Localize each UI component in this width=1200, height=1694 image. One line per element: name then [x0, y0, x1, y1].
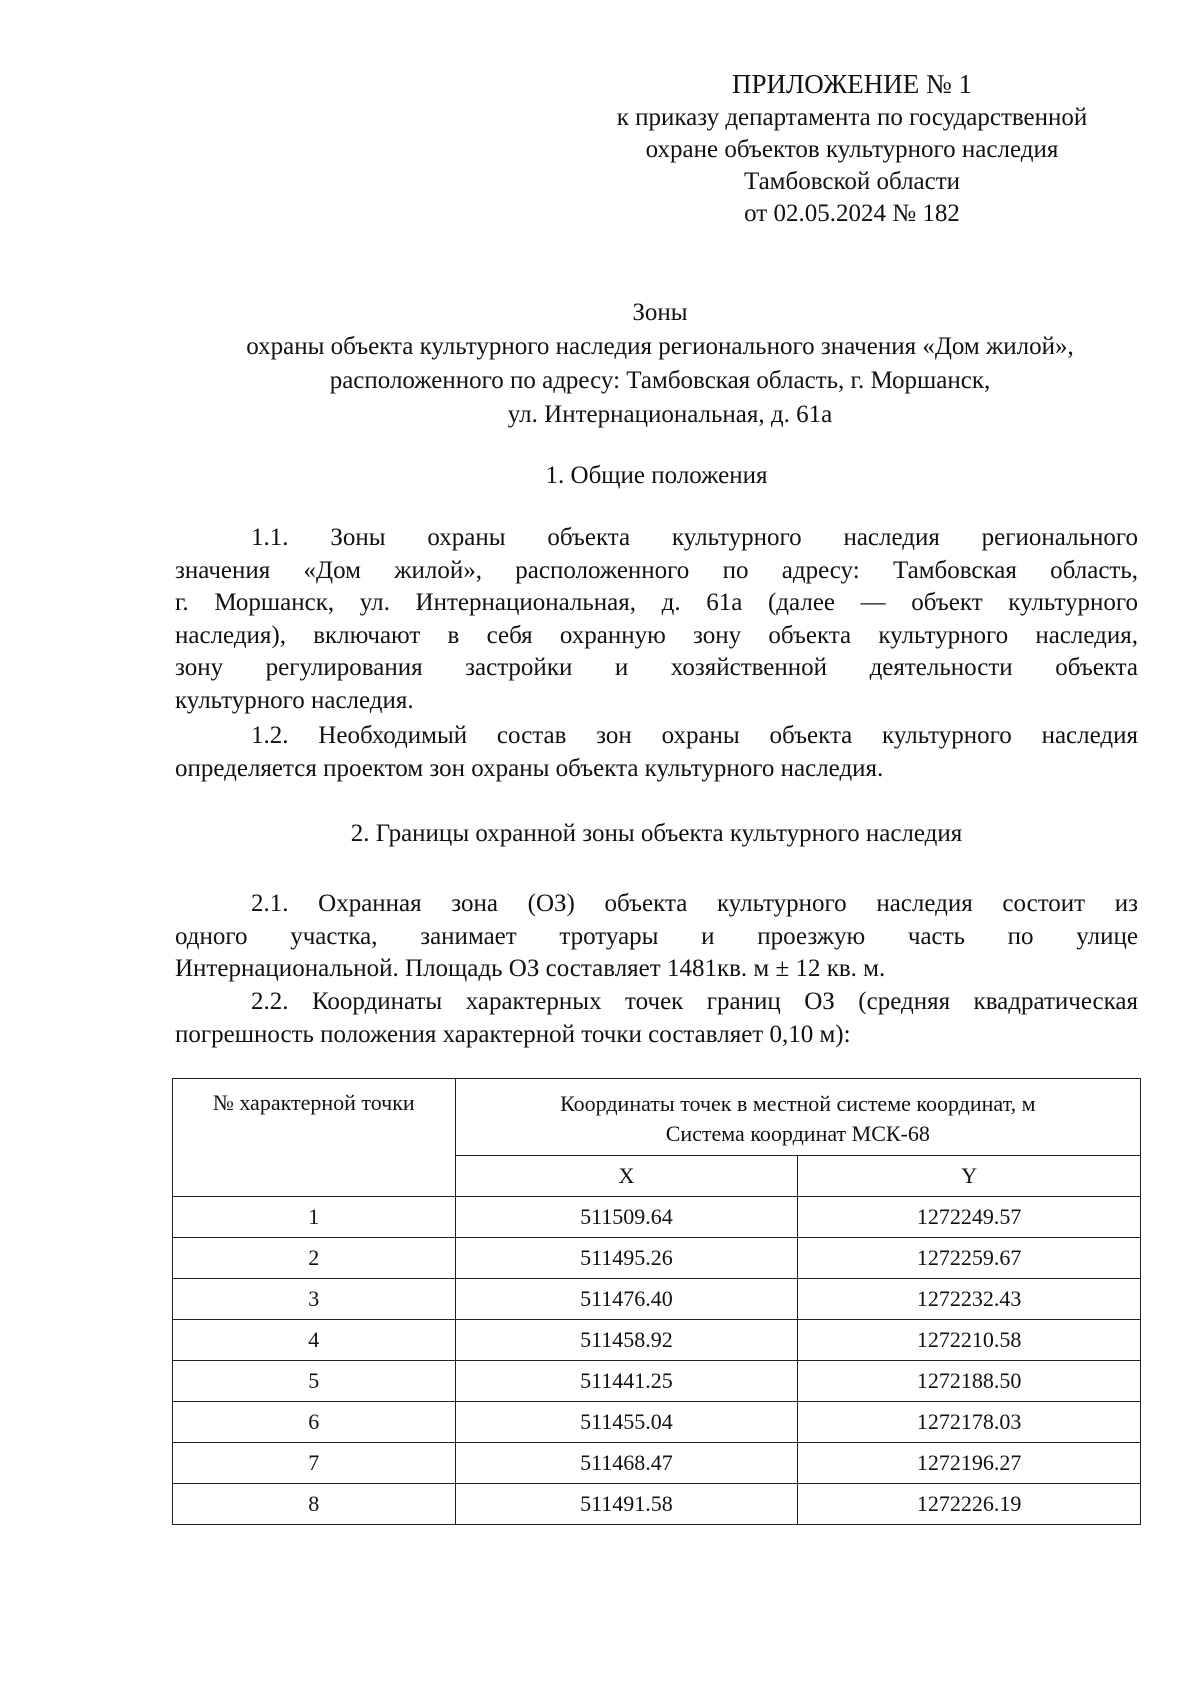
paragraph-line: 2.1. Охранная зона (ОЗ) объекта культурного наследия состоит из: [251, 890, 1138, 917]
paragraph-line: культурного наследия.: [175, 686, 414, 714]
cell-point-number: 6: [173, 1402, 456, 1443]
header-y: Y: [798, 1156, 1141, 1197]
table-row: [173, 1361, 1141, 1402]
cell-point-number: 7: [173, 1443, 456, 1484]
table-row: [173, 1197, 1141, 1238]
cell-x: 511495.26: [455, 1238, 798, 1279]
cell-x: 511509.64: [455, 1197, 798, 1238]
paragraph-line: наследия), включают в себя охранную зону объекта культурного наследия,: [175, 621, 1138, 649]
table-row: [173, 1402, 1141, 1443]
cell-point-number: 1: [173, 1197, 456, 1238]
cell-y: 1272232.43: [798, 1279, 1141, 1320]
cell-x: 511458.92: [455, 1320, 798, 1361]
appendix-line: Тамбовской области: [743, 168, 961, 195]
paragraph-line: г. Моршанск, ул. Интернациональная, д. 61а (далее — объект культурного: [175, 589, 1138, 616]
paragraph-1-1: [175, 522, 1138, 717]
paragraph-line: значения «Дом жилой», расположенного по адресу: Тамбовская область,: [175, 556, 1138, 584]
cell-x: 511455.04: [455, 1402, 798, 1443]
paragraph-line: Интернациональной. Площадь ОЗ составляет 1481кв. м ± 12 кв. м.: [175, 955, 886, 982]
table-header-row: [173, 1079, 1141, 1156]
header-point-number: № характерной точки: [173, 1079, 456, 1197]
paragraph-line: зону регулирования застройки и хозяйственной деятельности объекта: [175, 654, 1138, 681]
cell-y: 1272210.58: [798, 1320, 1141, 1361]
header-x: X: [455, 1156, 798, 1197]
paragraph-2-1: [175, 888, 1138, 986]
cell-point-number: 3: [173, 1279, 456, 1320]
cell-y: 1272259.67: [798, 1238, 1141, 1279]
appendix-block: [572, 68, 1132, 230]
table-row: [173, 1320, 1141, 1361]
title-line: охраны объекта культурного наследия регионального значения «Дом жилой»,: [246, 333, 1074, 360]
cell-point-number: 5: [173, 1361, 456, 1402]
title-line: Зоны: [632, 299, 688, 326]
header-coordinate-system: Система координат МСК-68: [665, 1121, 930, 1146]
paragraph-line: погрешность положения характерной точки составляет 0,10 м):: [175, 1020, 851, 1048]
cell-y: 1272249.57: [798, 1197, 1141, 1238]
paragraph-line: 2.2. Координаты характерных точек границ ОЗ (средняя квадратическая: [251, 988, 1138, 1015]
section-1-heading: 1. Общие положения: [545, 462, 768, 489]
cell-y: 1272188.50: [798, 1361, 1141, 1402]
cell-point-number: 4: [173, 1320, 456, 1361]
paragraph-1-2: [175, 720, 1138, 785]
table-row: [173, 1484, 1141, 1525]
cell-x: 511468.47: [455, 1443, 798, 1484]
paragraph-2-2: [175, 986, 1138, 1051]
header-coordinates-line: Координаты точек в местной системе координат, м: [560, 1091, 1036, 1116]
appendix-heading: ПРИЛОЖЕНИЕ № 1: [731, 69, 973, 99]
appendix-line: охране объектов культурного наследия: [645, 136, 1059, 163]
cell-x: 511476.40: [455, 1279, 798, 1320]
table-row: [173, 1279, 1141, 1320]
table-row: [173, 1238, 1141, 1279]
cell-y: 1272226.19: [798, 1484, 1141, 1525]
appendix-line: к приказу департамента по государственной: [616, 104, 1088, 131]
paragraph-line: 1.1. Зоны охраны объекта культурного наследия регионального: [251, 524, 1138, 551]
cell-point-number: 8: [173, 1484, 456, 1525]
paragraph-line: определяется проектом зон охраны объекта культурного наследия.: [175, 754, 884, 782]
cell-x: 511441.25: [455, 1361, 798, 1402]
cell-point-number: 2: [173, 1238, 456, 1279]
appendix-date-number: от 02.05.2024 № 182: [744, 200, 960, 227]
document-title: [175, 296, 1145, 432]
table-row: [173, 1443, 1141, 1484]
paragraph-line: одного участка, занимает тротуары и проезжую часть по улице: [175, 922, 1138, 950]
cell-x: 511491.58: [455, 1484, 798, 1525]
title-line: расположенного по адресу: Тамбовская область, г. Моршанск,: [329, 367, 991, 394]
cell-y: 1272178.03: [798, 1402, 1141, 1443]
coordinates-table: [172, 1078, 1141, 1525]
cell-y: 1272196.27: [798, 1443, 1141, 1484]
title-line: ул. Интернациональная, д. 61а: [507, 401, 833, 428]
section-2-heading: 2. Границы охранной зоны объекта культурного наследия: [350, 820, 963, 847]
header-coordinates: [455, 1079, 1140, 1156]
paragraph-line: 1.2. Необходимый состав зон охраны объекта культурного наследия: [251, 722, 1138, 749]
